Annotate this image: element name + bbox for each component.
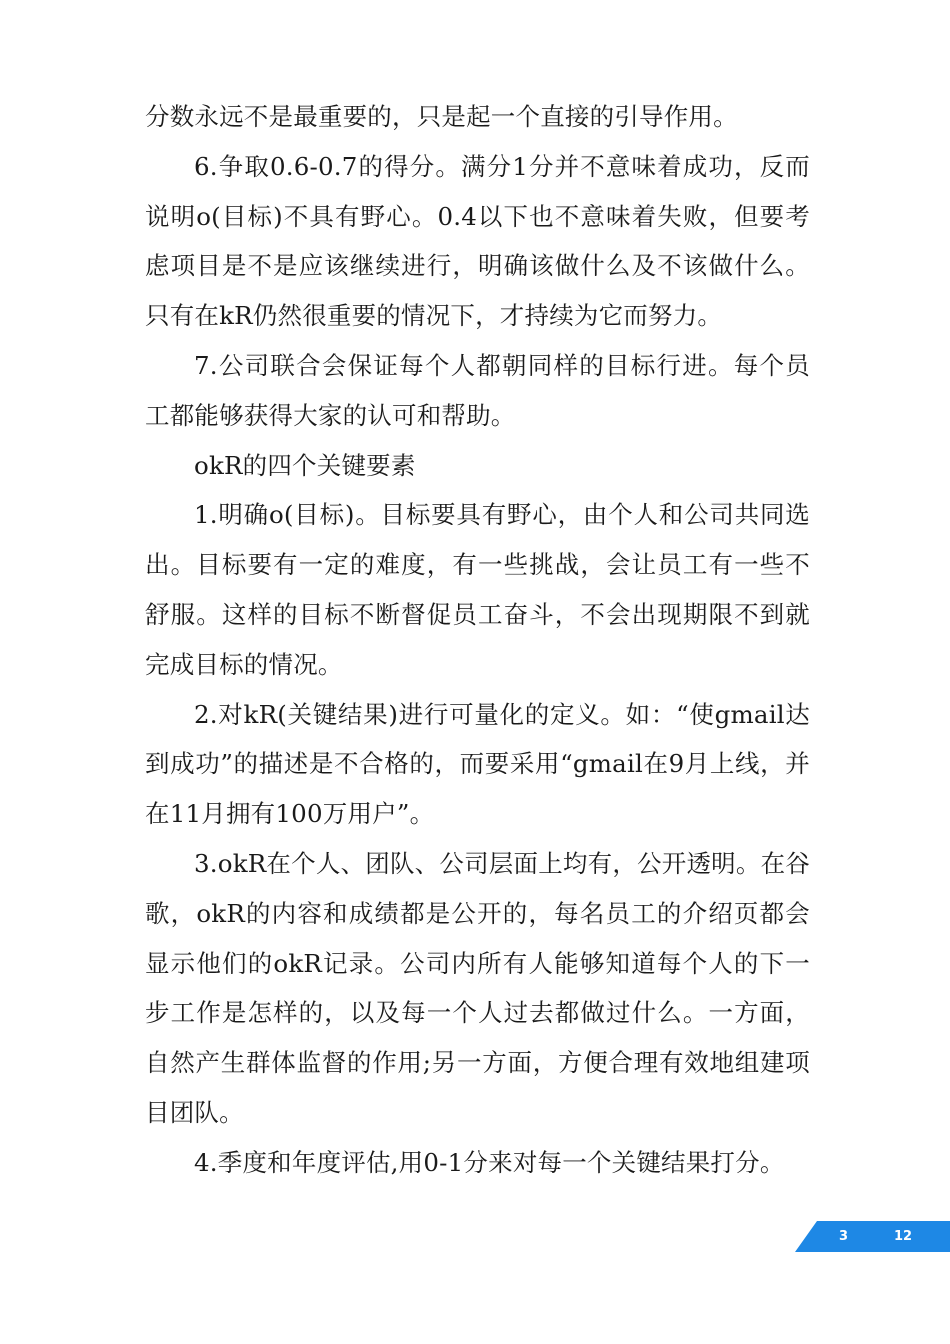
paragraph-element-4: 4.季度和年度评估,用0-1分来对每一个关键结果打分。: [194, 1147, 785, 1177]
current-page-number: 3: [839, 1229, 849, 1244]
paragraph-element-2: 2.对kR(关键结果)进行可量化的定义。如：“使gmail达到成功”的描述是不合格的，而要采用“gmail在9月上线，并在11月拥有100万用户”。: [145, 699, 810, 829]
paragraph-continuation: 分数永远不是最重要的，只是起一个直接的引导作用。: [145, 102, 738, 131]
document-body: [145, 92, 810, 1188]
section-heading: okR的四个关键要素: [194, 450, 416, 480]
total-pages-number: 12: [894, 1229, 913, 1244]
paragraph-element-1: 1.明确o(目标)。目标要具有野心，由个人和公司共同选出。目标要有一定的难度，有一些挑战，会让员工有一些不舒服。这样的目标不断督促员工奋斗，不会出现期限不到就完成目标的情况。: [145, 500, 810, 679]
paragraph-element-3: 3.okR在个人、团队、公司层面上均有，公开透明。在谷歌，okR的内容和成绩都是公开的，每名员工的介绍页都会显示他们的okR记录。公司内所有人能够知道每个人的下一步工作是怎样的，以及每一个人过去都做过什么。一方面，自然产生群体监督的作用;另一方面，方便合理有效地组建项目团队。: [145, 848, 810, 1127]
paragraph-item-6: 6.争取0.6-0.7的得分。满分1分并不意味着成功，反而说明o(目标)不具有野心。0.4以下也不意味着失败，但要考虑项目是不是应该继续进行，明确该做什么及不该做什么。只有在kR仍然很重要的情况下，才持续为它而努力。: [145, 151, 810, 331]
page-indicator: [795, 1221, 950, 1252]
paragraph-item-7: 7.公司联合会保证每个人都朝同样的目标行进。每个员工都能够获得大家的认可和帮助。: [145, 350, 810, 430]
page-indicator-bar: [795, 1221, 950, 1252]
